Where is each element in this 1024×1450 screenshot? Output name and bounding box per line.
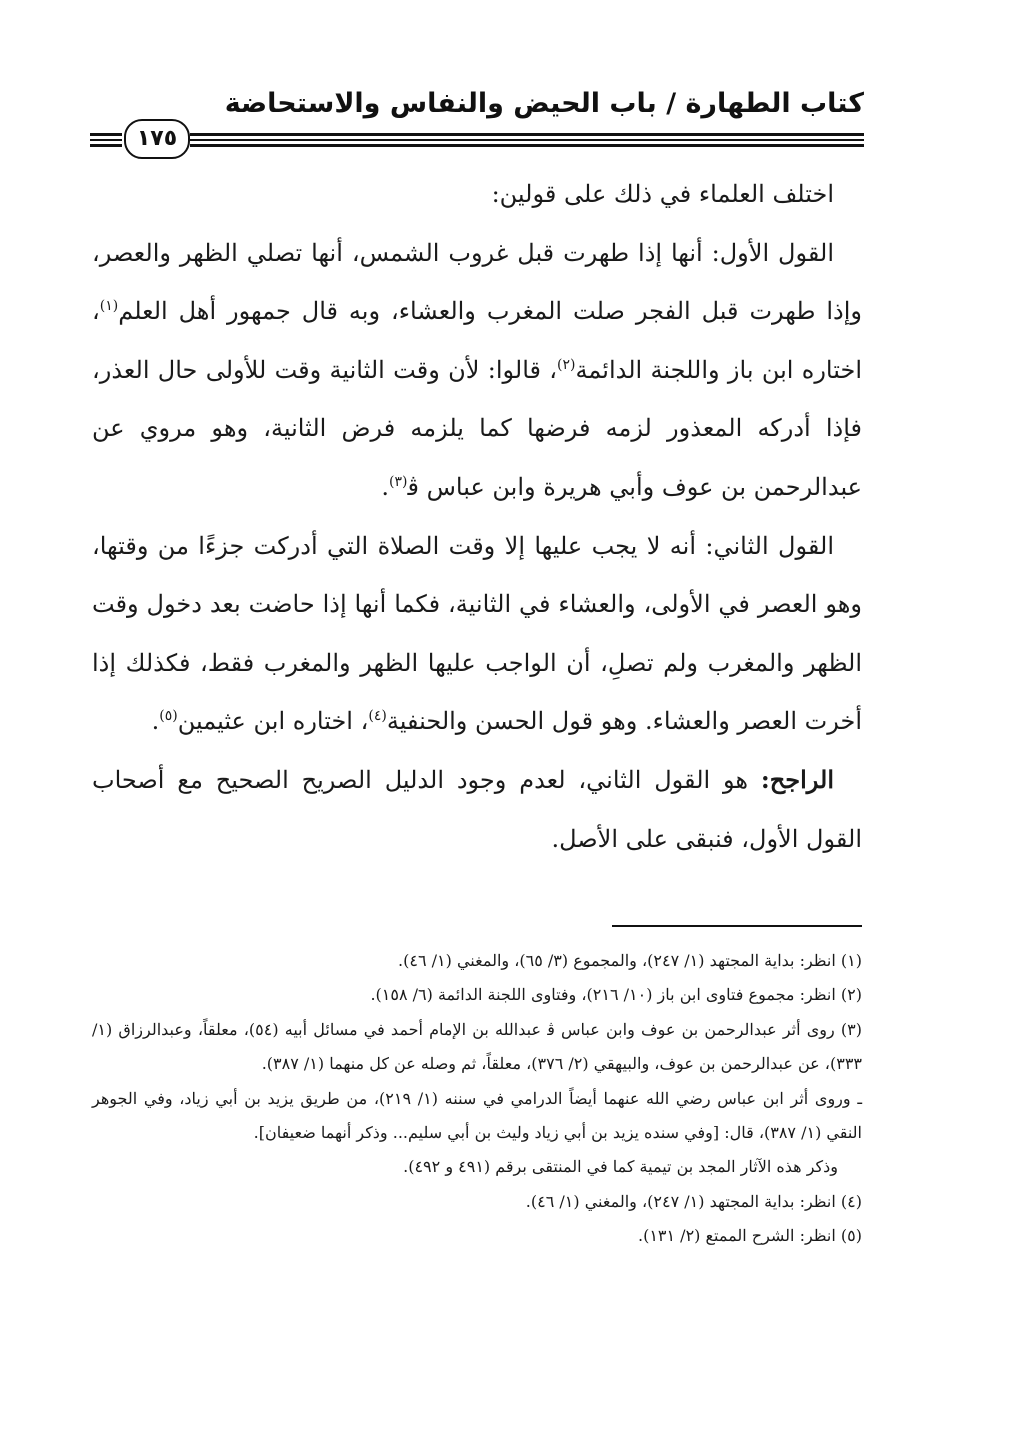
preferred-label: الراجح:: [760, 764, 834, 794]
paragraph-text: ، اختاره ابن باز واللجنة الدائمة: [92, 297, 862, 384]
footnote-ref[interactable]: (٣): [389, 473, 408, 490]
header-rule-line: [190, 139, 864, 141]
footnote-ref[interactable]: (٢): [557, 356, 576, 373]
paragraph-text: ، قالوا: لأن وقت الثانية وقت للأولى حال العذر، فإذا أدركه المعذور لزمه فرضها كما يلزمه فرض الثانية، وهو مروي عن عبدالرحمن بن عوف وأبي هريرة وابن عباس ﭬ: [92, 355, 862, 501]
footnote-1: (١) انظر: بداية المجتهد (١/ ٢٤٧)، والمجموع (٣/ ٦٥)، والمغني (١/ ٤٦).: [398, 951, 862, 970]
running-header: [90, 88, 864, 158]
header-title: كتاب الطهارة / باب الحيض والنفاس والاستحاضة: [224, 88, 864, 119]
footnote-2: (٢) انظر: مجموع فتاوى ابن باز (١٠/ ٢١٦)، وفتاوى اللجنة الدائمة (٦/ ١٥٨).: [370, 985, 862, 1005]
header-rule-line: [90, 144, 122, 147]
footnote-3: (٣) روى أثر عبدالرحمن بن عوف وابن عباس ﭬ عبدالله بن الإمام أحمد في مسائل أبيه (٥٤)، معلقاً، وعبدالرزاق (١/ ٣٣٣)، عن عبدالرحمن بن عوف، والبيهقي (٢/ ٣٧٦)، معلقاً، ثم وصله عن كل منهما (١/ ٣٨٧).: [92, 1019, 863, 1074]
footnote-ref[interactable]: (٥): [159, 708, 178, 725]
paragraph-second-opinion: [92, 517, 862, 751]
paragraph-text: القول الأول: أنها إذا طهرت قبل غروب الشمس، أنها تصلي الظهر والعصر، وإذا طهرت قبل الفجر صلت المغرب والعشاء، وبه قال جمهور أهل العلم: [92, 238, 862, 326]
footnote-ref[interactable]: (٤): [368, 708, 387, 725]
paragraph-text: اختلف العلماء في ذلك على قولين:: [491, 180, 834, 208]
paragraph-text: هو القول الثاني، لعدم وجود الدليل الصريح الصحيح مع أصحاب القول الأول، فنبقى على الأصل.: [92, 765, 862, 853]
paragraph-text: .: [151, 707, 160, 736]
paragraph-text: ، اختاره ابن عثيمين: [177, 707, 369, 736]
main-text: [92, 165, 862, 868]
paragraph-preferred: [92, 751, 862, 868]
header-rule-line: [90, 133, 122, 136]
footnote-separator: [612, 925, 862, 927]
footnote-4: (٤) انظر: بداية المجتهد (١/ ٢٤٧)، والمغني (١/ ٤٦).: [525, 1191, 862, 1211]
paragraph-intro: [92, 165, 862, 224]
footnote-ref[interactable]: (١): [99, 298, 119, 315]
footnote-3-continuation: ـ وروى أثر ابن عباس رضي الله عنهما أيضاً الدرامي في سننه (١/ ٢١٩)، من طريق يزيد بن أبي زياد، وفي الجوهر النقي (١/ ٣٨٧)، قال: [وفي سنده يزيد بن أبي زياد وليث بن أبي سليم... وذكر أنهما ضعيفان].: [92, 1088, 863, 1143]
paragraph-text: .: [381, 472, 390, 501]
page-number: ١٧٥: [124, 119, 190, 159]
paragraph-first-opinion: [92, 224, 862, 517]
paragraph-text: القول الثاني: أنه لا يجب عليها إلا وقت الصلاة التي أدركت جزءًا من وقتها، وهو العصر في الأولى، والعشاء في الثانية، فكما أنها إذا حاضت بعد دخول وقت الظهر والمغرب ولم تصلِ، أن الواجب عليها الظهر والمغرب فقط، فكذلك إذا أخرت العصر والعشاء. وهو قول الحسن والحنفية: [92, 531, 863, 736]
footnote-3-note: وذكر هذه الآثار المجد بن تيمية كما في المنتقى برقم (٤٩١ و ٤٩٢).: [403, 1157, 838, 1177]
header-rule-line: [190, 133, 864, 136]
header-rule-line: [90, 139, 122, 141]
header-rule-line: [190, 144, 864, 147]
footnote-5: (٥) انظر: الشرح الممتع (٢/ ١٣١).: [637, 1226, 862, 1246]
footnotes: [92, 944, 862, 1254]
